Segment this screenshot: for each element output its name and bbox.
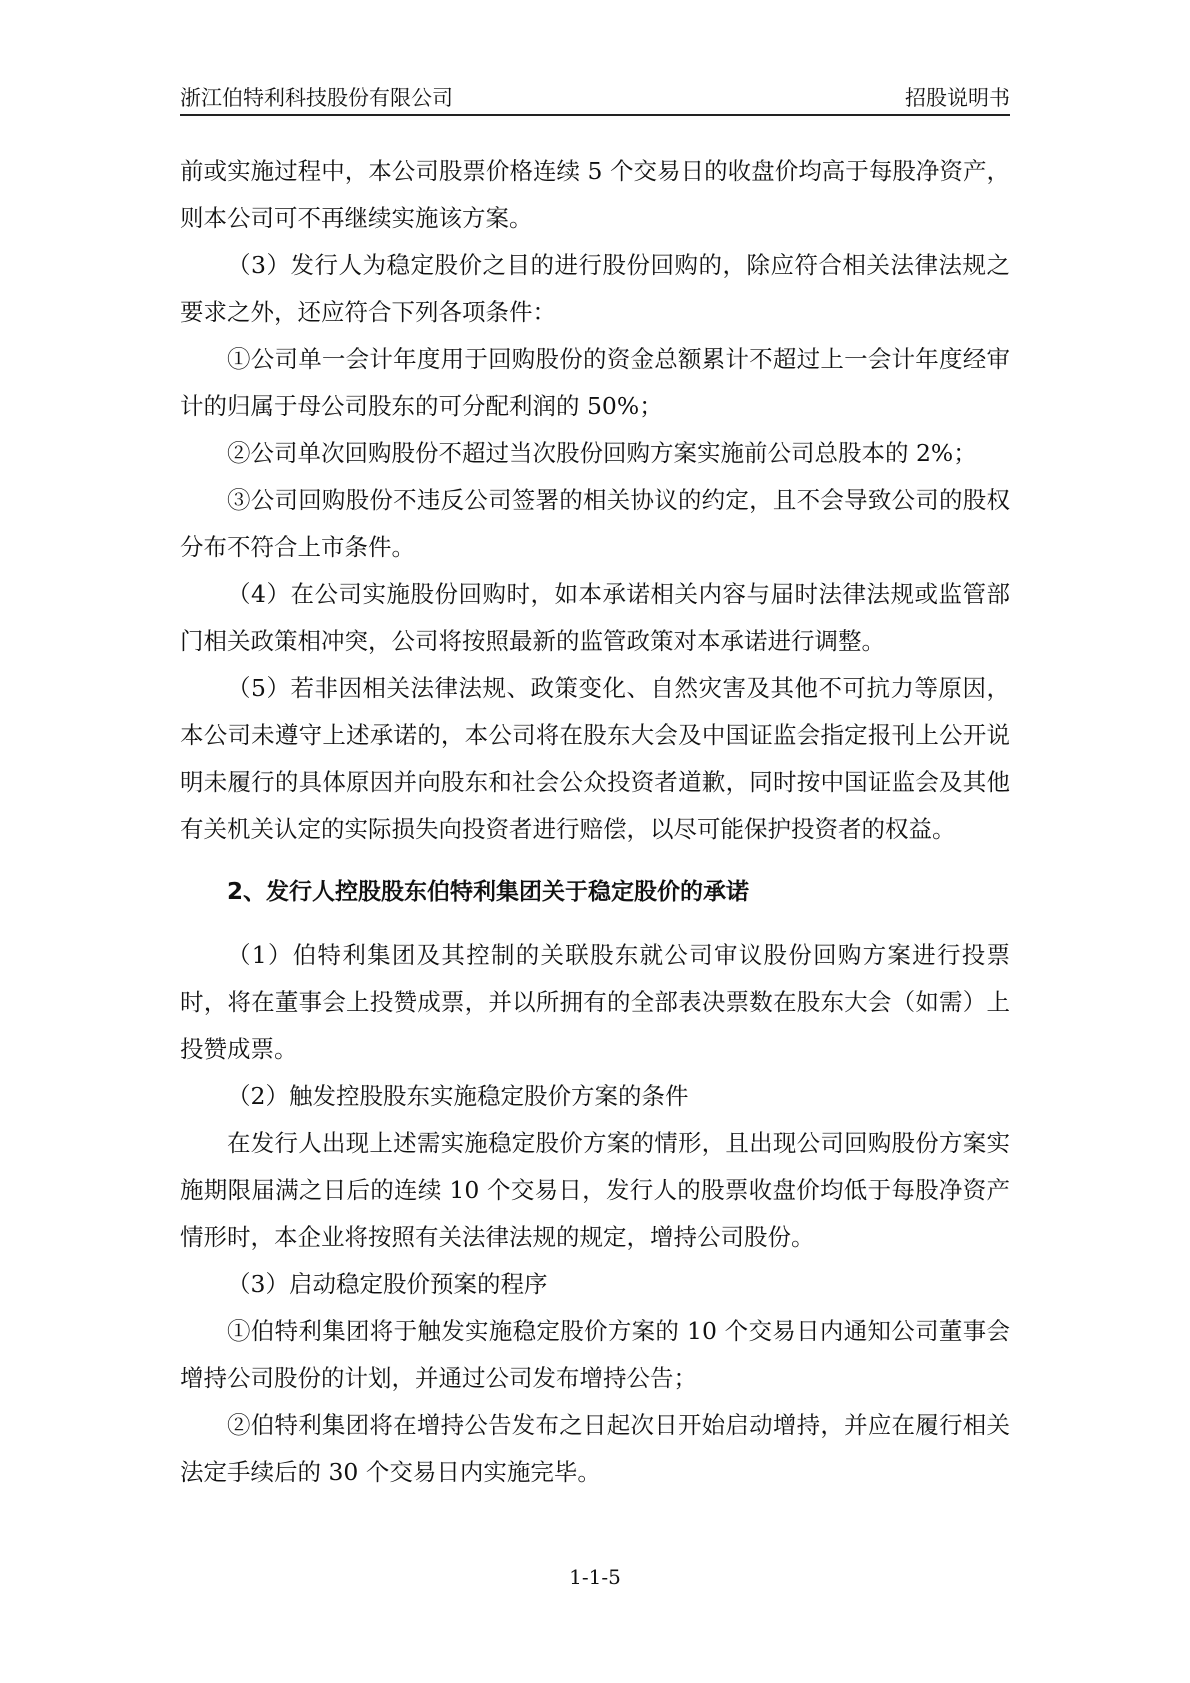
paragraph-item-5: （5）若非因相关法律法规、政策变化、自然灾害及其他不可抗力等原因，本公司未遵守上述承诺的，本公司将在股东大会及中国证监会指定报刊上公开说明未履行的具体原因并向股东和社会公众投资者道歉，同时按中国证监会及其他有关机关认定的实际损失向投资者进行赔偿，以尽可能保护投资者的权益。 bbox=[180, 674, 1010, 843]
page-header bbox=[180, 78, 1010, 116]
paragraph-procedure-1: ①伯特利集团将于触发实施稳定股价方案的 10 个交易日内通知公司董事会增持公司股份的计划，并通过公司发布增持公告； bbox=[180, 1317, 1010, 1392]
paragraph-section2-item-3: （3）启动稳定股价预案的程序 bbox=[227, 1270, 548, 1298]
document-body bbox=[180, 148, 1010, 1496]
section-heading: 2、发行人控股股东伯特利集团关于稳定股价的承诺 bbox=[227, 879, 750, 905]
page-number: 1-1-5 bbox=[569, 1565, 621, 1589]
paragraph-section2-item-2: （2）触发控股股东实施稳定股价方案的条件 bbox=[227, 1082, 689, 1110]
paragraph-condition-3: ③公司回购股份不违反公司签署的相关协议的约定，且不会导致公司的股权分布不符合上市条件。 bbox=[180, 486, 1010, 561]
paragraph-condition-2: ②公司单次回购股份不超过当次股份回购方案实施前公司总股本的 2%； bbox=[227, 439, 977, 467]
paragraph-procedure-2: ②伯特利集团将在增持公告发布之日起次日开始启动增持，并应在履行相关法定手续后的 30 个交易日内实施完毕。 bbox=[180, 1411, 1010, 1486]
paragraph-continuation: 前或实施过程中，本公司股票价格连续 5 个交易日的收盘价均高于每股净资产，则本公司可不再继续实施该方案。 bbox=[180, 157, 1010, 232]
header-company-name: 浙江伯特利科技股份有限公司 bbox=[180, 86, 453, 110]
paragraph-condition-1: ①公司单一会计年度用于回购股份的资金总额累计不超过上一会计年度经审计的归属于母公司股东的可分配利润的 50%； bbox=[180, 345, 1010, 420]
header-document-type: 招股说明书 bbox=[905, 86, 1010, 110]
paragraph-item-3: （3）发行人为稳定股价之目的进行股份回购的，除应符合相关法律法规之要求之外，还应符合下列各项条件： bbox=[180, 251, 1010, 326]
paragraph-item-4: （4）在公司实施股份回购时，如本承诺相关内容与届时法律法规或监管部门相关政策相冲突，公司将按照最新的监管政策对本承诺进行调整。 bbox=[180, 580, 1010, 655]
paragraph-section2-item-1: （1）伯特利集团及其控制的关联股东就公司审议股份回购方案进行投票时，将在董事会上投赞成票，并以所拥有的全部表决票数在股东大会（如需）上投赞成票。 bbox=[180, 941, 1010, 1063]
paragraph-trigger-condition: 在发行人出现上述需实施稳定股价方案的情形，且出现公司回购股份方案实施期限届满之日后的连续 10 个交易日，发行人的股票收盘价均低于每股净资产情形时，本企业将按照有关法律法规的规定，增持公司股份。 bbox=[180, 1129, 1010, 1251]
